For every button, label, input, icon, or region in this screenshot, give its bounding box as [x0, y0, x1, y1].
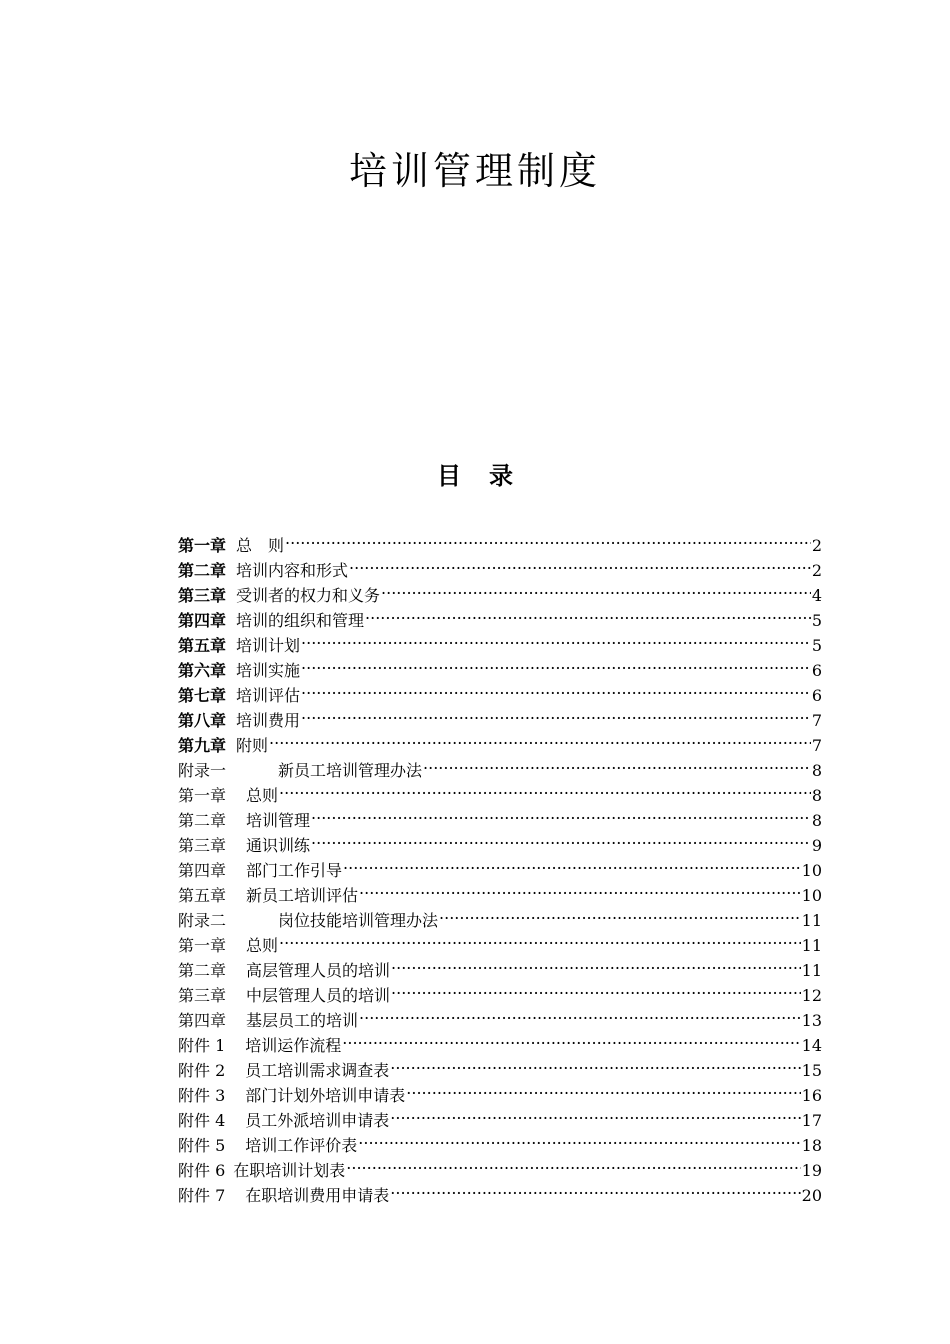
toc-entry[interactable]: [178, 726, 822, 755]
toc-dot-leader: [301, 626, 811, 651]
toc-entry-prefix: 第二章: [178, 961, 227, 980]
toc-entry-title: 总则: [246, 786, 279, 805]
toc-entry-prefix: 第六章: [178, 661, 227, 680]
toc-entry-page-number: 11: [801, 936, 822, 955]
toc-entry-prefix: 附件 2: [178, 1061, 226, 1080]
toc-entry-title: 培训计划: [236, 636, 301, 655]
toc-dot-leader: [391, 951, 801, 976]
toc-entry-title: 总则: [246, 936, 279, 955]
toc-entry-prefix: 第三章: [178, 586, 227, 605]
toc-entry-prefix: 第三章: [178, 836, 227, 855]
toc-entry-page-number: 18: [801, 1136, 822, 1155]
toc-entry-page-number: 6: [811, 686, 822, 705]
toc-entry-title: 培训实施: [236, 661, 301, 680]
toc-entry-page-number: 10: [801, 861, 822, 880]
toc-dot-leader: [279, 926, 801, 951]
toc-entry-page-number: 20: [801, 1186, 822, 1205]
toc-entry-prefix: 附件 6: [178, 1161, 226, 1180]
toc-dot-leader: [279, 776, 811, 801]
toc-entry-title: 在职培训费用申请表: [245, 1186, 390, 1205]
toc-entry-page-number: 4: [811, 586, 822, 605]
toc-entry-title: 新员工培训管理办法: [278, 761, 423, 780]
toc-dot-leader: [365, 601, 811, 626]
toc-entry-prefix: 第七章: [178, 686, 227, 705]
toc-dot-leader: [301, 651, 811, 676]
toc-entry-title: 新员工培训评估: [246, 886, 359, 905]
toc-dot-leader: [301, 676, 811, 701]
toc-entry-title: 培训的组织和管理: [236, 611, 365, 630]
toc-dot-leader: [311, 801, 811, 826]
toc-entry-prefix: 第一章: [178, 936, 227, 955]
toc-entry-page-number: 11: [801, 961, 822, 980]
toc-entry-page-number: 7: [811, 736, 822, 755]
toc-entry-title: 部门工作引导: [246, 861, 343, 880]
toc-entry-page-number: 19: [801, 1161, 822, 1180]
toc-dot-leader: [406, 1076, 800, 1101]
toc-entry-title: 中层管理人员的培训: [246, 986, 391, 1005]
toc-entry-page-number: 9: [811, 836, 822, 855]
toc-entry-title: 岗位技能培训管理办法: [278, 911, 439, 930]
toc-entry-title: 通识训练: [246, 836, 311, 855]
toc-entry-page-number: 2: [811, 561, 822, 580]
toc-entry-prefix: 第九章: [178, 736, 227, 755]
toc-entry-title: 培训费用: [236, 711, 301, 730]
toc-dot-leader: [439, 901, 801, 926]
toc-dot-leader: [301, 701, 811, 726]
toc-entry-page-number: 6: [811, 661, 822, 680]
toc-entry-prefix: 附件 5: [178, 1136, 226, 1155]
toc-entry-prefix: 第四章: [178, 861, 227, 880]
toc-entry-prefix: 第一章: [178, 786, 227, 805]
toc-entry-prefix: 附件 4: [178, 1111, 226, 1130]
toc-entry-title: 培训管理: [246, 811, 311, 830]
toc-entry-title: 高层管理人员的培训: [246, 961, 391, 980]
toc-entry-page-number: 10: [801, 886, 822, 905]
toc-entry-title: 受训者的权力和义务: [236, 586, 381, 605]
toc-dot-leader: [346, 1151, 800, 1176]
toc-entry-page-number: 13: [801, 1011, 822, 1030]
toc-dot-leader: [311, 826, 811, 851]
toc-entry-prefix: 第三章: [178, 986, 227, 1005]
toc-entry-prefix: 附件 3: [178, 1086, 226, 1105]
toc-entry-title: 附则: [236, 736, 269, 755]
toc-dot-leader: [423, 751, 811, 776]
toc-entry-page-number: 14: [801, 1036, 822, 1055]
toc-dot-leader: [391, 976, 801, 1001]
toc-dot-leader: [381, 576, 811, 601]
toc-entry-prefix: 第二章: [178, 811, 227, 830]
toc-entry-title: 在职培训计划表: [233, 1161, 346, 1180]
toc-dot-leader: [390, 1051, 800, 1076]
toc-entry-page-number: 8: [811, 761, 822, 780]
toc-entry[interactable]: [178, 776, 822, 805]
toc-dot-leader: [349, 551, 811, 576]
toc-heading: [0, 460, 950, 492]
toc-entry-prefix: 附录一: [178, 761, 227, 780]
toc-entry-page-number: 2: [811, 536, 822, 555]
toc-dot-leader: [390, 1176, 800, 1201]
toc-entry[interactable]: [178, 751, 822, 780]
toc-entry-prefix: 附录二: [178, 911, 227, 930]
toc-entry-title: 员工外派培训申请表: [245, 1111, 390, 1130]
toc-entry-page-number: 5: [811, 611, 822, 630]
toc-entry-title: 基层员工的培训: [246, 1011, 359, 1030]
toc-heading-right: 录: [489, 462, 513, 490]
toc-entry-page-number: 7: [811, 711, 822, 730]
toc-entry-title: 员工培训需求调查表: [245, 1061, 390, 1080]
toc-entry-prefix: 第一章: [178, 536, 227, 555]
toc-entry-title: 培训内容和形式: [236, 561, 349, 580]
toc-entry-page-number: 8: [811, 811, 822, 830]
toc-dot-leader: [342, 1026, 800, 1051]
toc-dot-leader: [343, 851, 801, 876]
toc-entry-page-number: 12: [801, 986, 822, 1005]
toc-entry-prefix: 第五章: [178, 636, 227, 655]
toc-entry-title: 培训运作流程: [245, 1036, 342, 1055]
table-of-contents: [178, 526, 822, 1205]
toc-entry-page-number: 5: [811, 636, 822, 655]
toc-entry-title: 培训评估: [236, 686, 301, 705]
toc-entry-page-number: 15: [801, 1061, 822, 1080]
toc-entry-prefix: 附件 7: [178, 1186, 226, 1205]
toc-heading-left: 目: [437, 462, 461, 490]
toc-dot-leader: [359, 1001, 801, 1026]
toc-dot-leader: [269, 726, 811, 751]
toc-entry-title: 部门计划外培训申请表: [245, 1086, 406, 1105]
toc-entry-prefix: 第五章: [178, 886, 227, 905]
toc-dot-leader: [285, 526, 811, 551]
toc-entry-page-number: 17: [801, 1111, 822, 1130]
document-title: 培训管理制度: [348, 149, 601, 193]
toc-entry[interactable]: [178, 926, 822, 955]
toc-dot-leader: [359, 876, 801, 901]
toc-entry-prefix: 附件 1: [178, 1036, 226, 1055]
toc-dot-leader: [390, 1101, 800, 1126]
toc-entry-prefix: 第二章: [178, 561, 227, 580]
toc-entry-page-number: 11: [801, 911, 822, 930]
toc-entry-prefix: 第八章: [178, 711, 227, 730]
toc-entry-prefix: 第四章: [178, 1011, 227, 1030]
toc-entry-title: 总 则: [236, 536, 285, 555]
toc-entry-page-number: 16: [801, 1086, 822, 1105]
toc-entry-prefix: 第四章: [178, 611, 227, 630]
toc-entry-title: 培训工作评价表: [245, 1136, 358, 1155]
toc-entry-page-number: 8: [811, 786, 822, 805]
toc-entry[interactable]: [178, 526, 822, 555]
toc-dot-leader: [358, 1126, 800, 1151]
